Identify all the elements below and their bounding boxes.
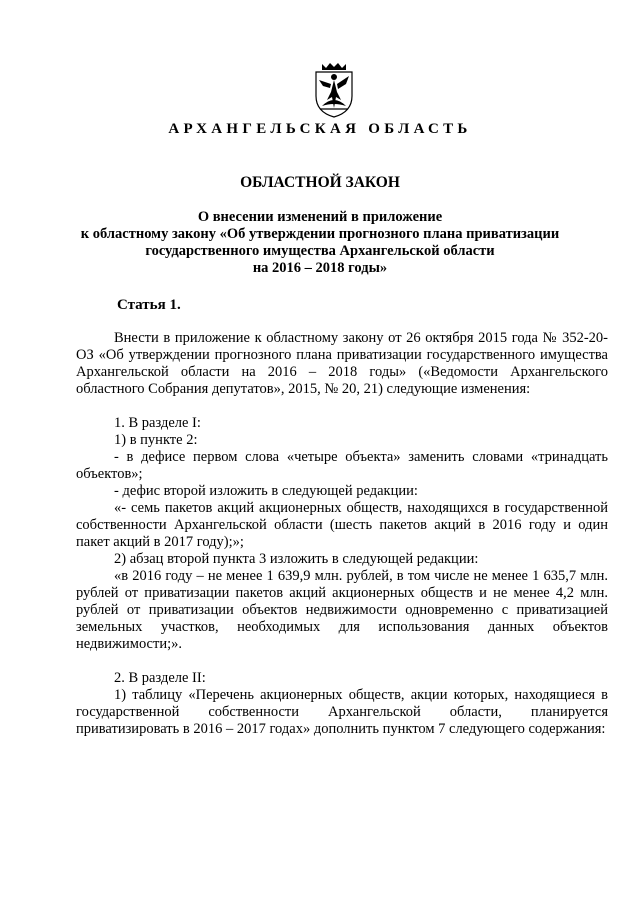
coat-of-arms-icon <box>313 62 355 118</box>
law-title-line: О внесении изменений в приложение <box>197 209 443 225</box>
section-1-dash-2: - дефис второй изложить в следующей редакции: <box>114 483 418 499</box>
region-name: АРХАНГЕЛЬСКАЯ ОБЛАСТЬ <box>168 121 472 137</box>
section-2-heading: 2. В разделе II: <box>114 670 206 686</box>
section-1-heading: 1. В разделе I: <box>114 415 201 431</box>
article-heading: Статья 1. <box>117 297 181 313</box>
section-1-dash-1: - в дефисе первом слова «четыре объекта» заменить словами «тринадцать объектов»; <box>76 449 608 482</box>
section-1-item-1: 1) в пункте 2: <box>114 432 198 448</box>
law-title-line: к областному закону «Об утверждении прогнозного плана приватизации <box>80 226 560 242</box>
section-2-item-1: 1) таблицу «Перечень акционерных обществ, акции которых, находящиеся в государственной собственности Архангельской области, планируется приватизировать в 2016 – 2017 годах» дополнить пунктом 7 следующего содержания: <box>76 687 608 737</box>
section-1-item-2: 2) абзац второй пункта 3 изложить в следующей редакции: <box>114 551 479 567</box>
intro-paragraph: Внести в приложение к областному закону от 26 октября 2015 года № 352-20-ОЗ «Об утверждении прогнозного плана приватизации государственного имущества Архангельской области на 2016 – 2018 годы» («Ведомости Архангельского областного Собрания депутатов», 2015, № 20, 21) следующие изменения: <box>76 330 608 397</box>
section-1-quote-1: «- семь пакетов акций акционерных обществ, находящихся в государственной собственности Архангельской области (шесть пакетов акций в 2016 году и один пакет акций в 2017 году);»; <box>76 500 608 550</box>
article-body <box>76 330 608 738</box>
law-title <box>60 209 580 277</box>
document-type: ОБЛАСТНОЙ ЗАКОН <box>240 174 400 191</box>
law-title-line: государственного имущества Архангельской области <box>145 243 495 259</box>
section-1-quote-2: «в 2016 году – не менее 1 639,9 млн. рублей, в том числе не менее 1 635,7 млн. рублей от приватизации пакетов акций акционерных обществ и не менее 4,2 млн. рублей от приватизации объектов недвижимости одновременно с приватизацией земельных участков, необходимых для использования данных объектов недвижимости;». <box>76 568 608 652</box>
law-title-line: на 2016 – 2018 годы» <box>252 260 388 276</box>
